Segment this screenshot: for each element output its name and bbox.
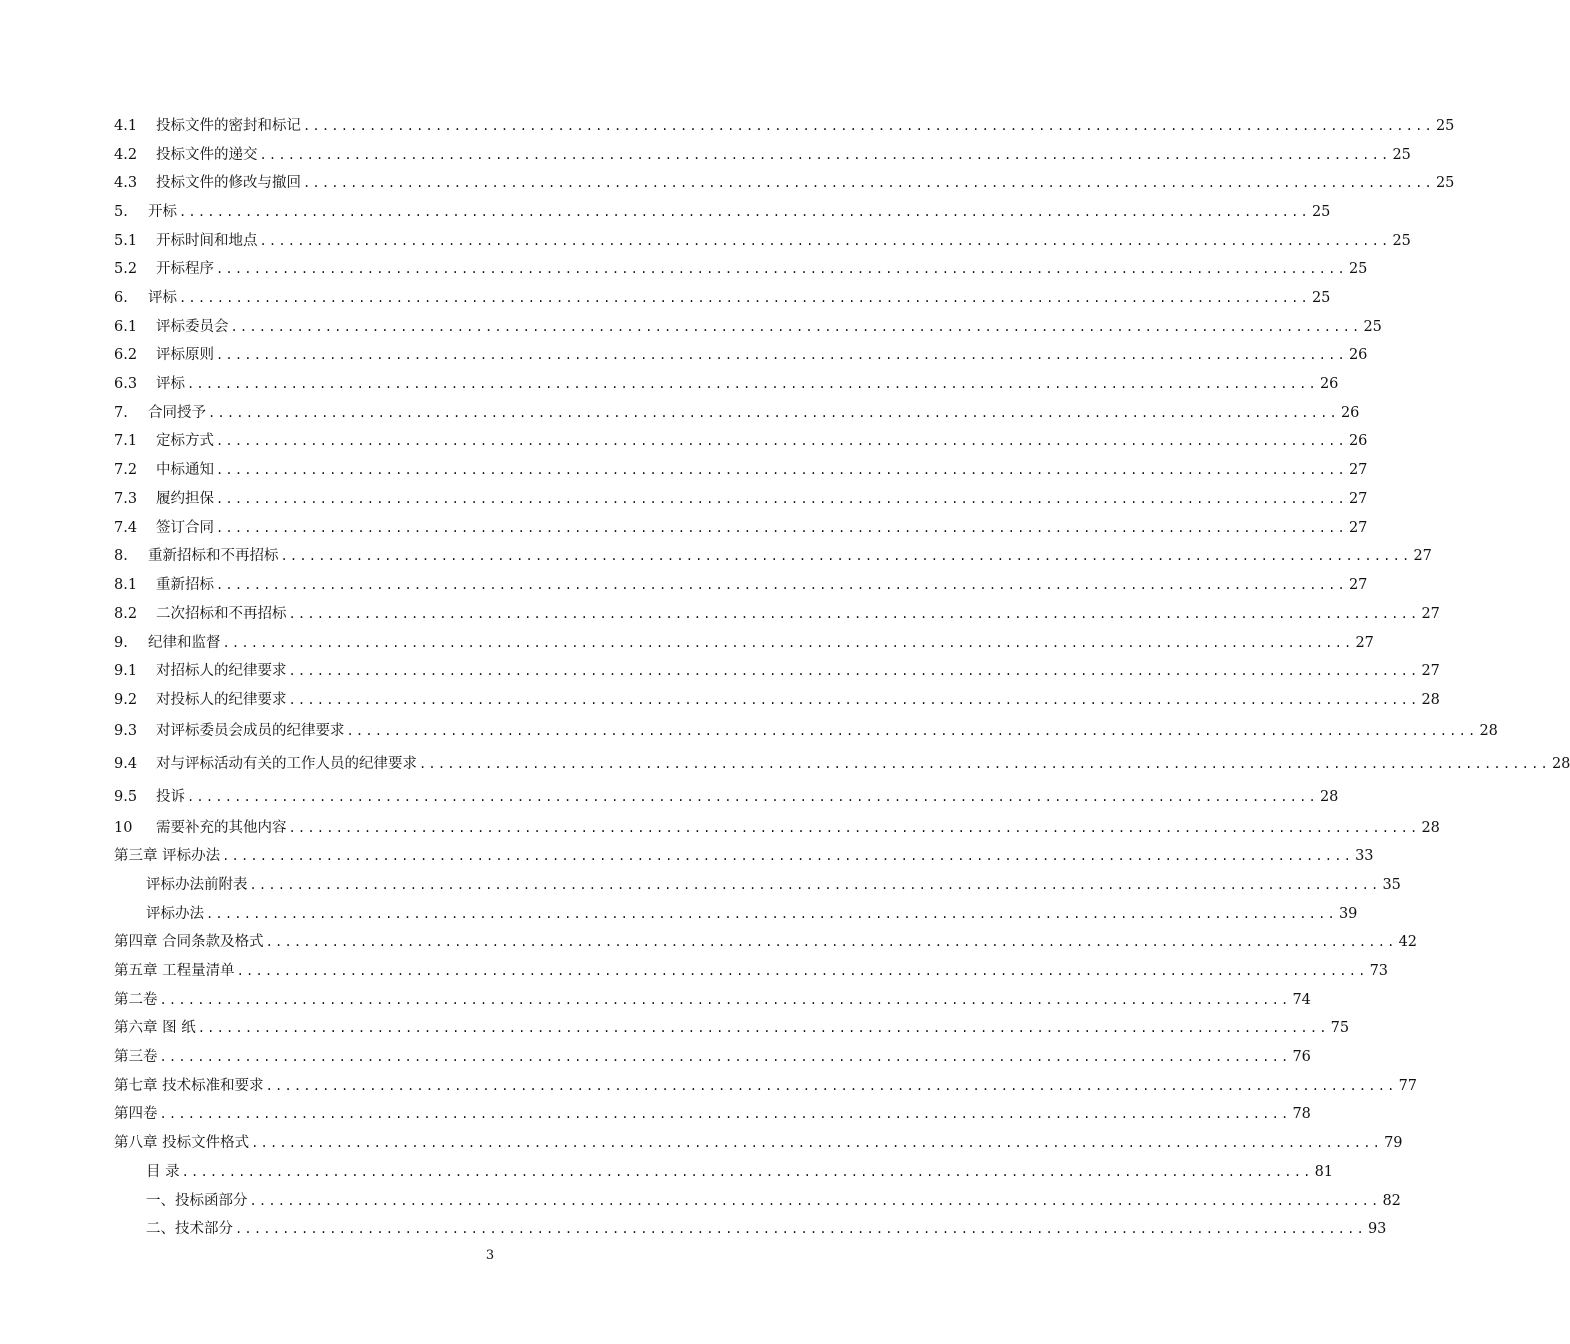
toc-entry-page: 27 <box>1348 577 1368 593</box>
toc-leader-dots: ........................................................................................................................ <box>216 578 1347 592</box>
toc-entry-number: 5. <box>114 204 128 220</box>
toc-entry-page: 25 <box>1435 118 1455 134</box>
toc-entry-title: 对招标人的纪律要求 <box>156 663 287 679</box>
toc-entry-title: 纪律和监督 <box>148 635 221 651</box>
toc-entry-page: 93 <box>1367 1221 1387 1237</box>
toc-leader-dots: ........................................................................................................................ <box>159 1050 1291 1064</box>
toc-entry-page: 27 <box>1421 606 1440 622</box>
toc-leader-dots: ........................................................................................................................ <box>216 262 1347 276</box>
toc-entry-page: 25 <box>1348 261 1368 277</box>
toc-entry-page: 78 <box>1292 1106 1311 1122</box>
toc-leader-dots: ........................................................................................................................ <box>265 1079 1397 1093</box>
toc-leader-dots: ........................................................................................................................ <box>216 492 1347 506</box>
toc-entry-page: 73 <box>1369 963 1389 979</box>
toc-entry-page: 39 <box>1338 906 1358 922</box>
toc-leader-dots: ........................................................................................................................ <box>249 878 1381 892</box>
toc-entry-number: 7.3 <box>114 491 138 507</box>
toc-leader-dots: ........................................................................................................................ <box>187 790 1318 804</box>
toc-leader-dots: ........................................................................................................................ <box>236 964 1368 978</box>
toc-entry-number: 5.2 <box>114 261 138 277</box>
toc-entry <box>114 961 1389 981</box>
toc-entry-page: 27 <box>1348 520 1368 536</box>
toc-entry-number: 4.2 <box>114 147 138 163</box>
page-number: 3 <box>485 1248 495 1263</box>
toc-leader-dots: ........................................................................................................................ <box>179 205 1310 219</box>
toc-leader-dots: ........................................................................................................................ <box>222 636 1354 650</box>
toc-entry-number: 7.4 <box>114 520 138 536</box>
toc-leader-dots: ........................................................................................................................ <box>230 320 1362 334</box>
toc-entry-title: 投标文件的修改与撤回 <box>156 175 301 191</box>
toc-entry-page: 74 <box>1292 992 1311 1008</box>
toc-entry-page: 82 <box>1382 1193 1401 1209</box>
toc-entry-page: 27 <box>1355 635 1374 651</box>
toc-entry-title: 对投标人的纪律要求 <box>156 692 287 708</box>
toc-leader-dots: ........................................................................................................................ <box>216 348 1347 362</box>
toc-entry-page: 27 <box>1413 548 1432 564</box>
toc-entry <box>114 690 1440 710</box>
toc-entry-page: 25 <box>1392 147 1411 163</box>
toc-entry-page: 26 <box>1348 347 1368 363</box>
toc-entry <box>114 846 1374 866</box>
toc-entry-page: 28 <box>1319 789 1339 805</box>
toc-entry-title: 合同授予 <box>148 405 206 421</box>
toc-entry <box>114 932 1418 952</box>
toc-leader-dots: ........................................................................................................................ <box>288 607 1420 621</box>
toc-entry <box>114 259 1368 279</box>
toc-entry-number: 6.1 <box>114 319 138 335</box>
toc-entry-page: 25 <box>1311 204 1331 220</box>
toc-entry <box>114 990 1311 1010</box>
toc-entry-number: 9.5 <box>114 789 138 805</box>
toc-entry-title: 中标通知 <box>156 462 214 478</box>
toc-entry <box>114 145 1411 165</box>
toc-leader-dots: ........................................................................................................................ <box>216 463 1347 477</box>
toc-leader-dots: ........................................................................................................................ <box>187 377 1318 391</box>
toc-leader-dots: ........................................................................................................................ <box>259 148 1391 162</box>
toc-leader-dots: ........................................................................................................................ <box>181 1165 1313 1179</box>
toc-leader-dots: ........................................................................................................................ <box>206 907 1337 921</box>
toc-leader-dots: ........................................................................................................................ <box>222 849 1354 863</box>
toc-entry-page: 28 <box>1421 820 1440 836</box>
toc-leader-dots: ........................................................................................................................ <box>159 1107 1291 1121</box>
toc-leader-dots: ........................................................................................................................ <box>303 119 1434 133</box>
toc-entry-number: 8. <box>114 548 128 564</box>
toc-entry-number: 4.1 <box>114 118 138 134</box>
toc-entry-title: 第三章 评标办法 <box>114 848 221 864</box>
toc-entry-title: 评标办法前附表 <box>146 877 248 893</box>
toc-entry-title: 评标 <box>156 376 185 392</box>
toc-leader-dots: ........................................................................................................................ <box>197 1021 1329 1035</box>
toc-entry-title: 第五章 工程量清单 <box>114 963 235 979</box>
toc-entry-number: 4.3 <box>114 175 138 191</box>
toc-entry-title: 投诉 <box>156 789 185 805</box>
toc-entry-number: 9.4 <box>114 756 138 772</box>
toc-entry <box>114 1104 1311 1124</box>
toc-entry <box>146 1191 1401 1211</box>
toc-leader-dots: ........................................................................................................................ <box>235 1222 1366 1236</box>
toc-entry-number: 6.3 <box>114 376 138 392</box>
toc-entry <box>114 518 1368 538</box>
toc-entry <box>146 904 1358 924</box>
toc-entry <box>114 374 1339 394</box>
toc-entry-page: 81 <box>1314 1164 1334 1180</box>
toc-entry-title: 第七章 技术标准和要求 <box>114 1078 264 1094</box>
toc-entry-title: 第六章 图 纸 <box>114 1020 196 1036</box>
toc-entry-number: 7. <box>114 405 128 421</box>
toc-entry-title: 第二卷 <box>114 992 158 1008</box>
toc-entry <box>114 604 1440 624</box>
toc-entry-title: 对与评标活动有关的工作人员的纪律要求 <box>156 756 417 772</box>
toc-entry-page: 79 <box>1384 1135 1403 1151</box>
toc-entry <box>114 202 1331 222</box>
toc-entry <box>114 431 1368 451</box>
toc-entry-page: 35 <box>1382 877 1401 893</box>
toc-entry <box>114 1133 1403 1153</box>
toc-entry-title: 目 录 <box>146 1164 180 1180</box>
toc-entry <box>114 1076 1418 1096</box>
toc-leader-dots: ........................................................................................................................ <box>265 935 1397 949</box>
toc-entry-title: 第三卷 <box>114 1049 158 1065</box>
toc-entry <box>114 818 1440 838</box>
toc-leader-dots: ........................................................................................................................ <box>280 549 1412 563</box>
toc-entry-title: 履约担保 <box>156 491 214 507</box>
toc-entry-number: 8.2 <box>114 606 138 622</box>
toc-entry-number: 9.1 <box>114 663 138 679</box>
toc-entry <box>114 173 1455 193</box>
toc-entry-title: 对评标委员会成员的纪律要求 <box>156 723 345 739</box>
toc-entry-page: 75 <box>1330 1020 1350 1036</box>
toc-entry-title: 投标文件的递交 <box>156 147 258 163</box>
toc-entry-title: 重新招标 <box>156 577 214 593</box>
toc-entry <box>114 1018 1350 1038</box>
toc-entry-title: 评标原则 <box>156 347 214 363</box>
toc-leader-dots: ........................................................................................................................ <box>179 291 1310 305</box>
toc-entry-page: 77 <box>1398 1078 1418 1094</box>
toc-entry <box>146 875 1401 895</box>
toc-entry-title: 需要补充的其他内容 <box>156 820 287 836</box>
toc-entry <box>114 575 1368 595</box>
toc-entry <box>114 721 1498 741</box>
toc-leader-dots: ........................................................................................................................ <box>216 434 1347 448</box>
toc-entry-title: 签订合同 <box>156 520 214 536</box>
toc-entry-title: 第四卷 <box>114 1106 158 1122</box>
toc-entry-number: 6.2 <box>114 347 138 363</box>
toc-leader-dots: ........................................................................................................................ <box>288 821 1420 835</box>
toc-entry <box>114 345 1368 365</box>
toc-entry <box>114 489 1368 509</box>
toc-entry-page: 26 <box>1340 405 1360 421</box>
toc-entry-title: 投标文件的密封和标记 <box>156 118 301 134</box>
toc-entry-number: 8.1 <box>114 577 138 593</box>
toc-entry-title: 开标 <box>148 204 177 220</box>
toc-leader-dots: ........................................................................................................................ <box>249 1194 1381 1208</box>
toc-entry-page: 28 <box>1421 692 1440 708</box>
toc-leader-dots: ........................................................................................................................ <box>419 757 1550 771</box>
toc-leader-dots: ........................................................................................................................ <box>159 993 1291 1007</box>
toc-entry <box>114 116 1455 136</box>
toc-entry-page: 28 <box>1479 723 1498 739</box>
toc-entry <box>114 546 1432 566</box>
toc-entry-page: 25 <box>1363 319 1382 335</box>
toc-entry <box>146 1219 1387 1239</box>
toc-leader-dots: ........................................................................................................................ <box>288 664 1420 678</box>
toc-entry-title: 评标委员会 <box>156 319 229 335</box>
toc-entry-page: 33 <box>1355 848 1374 864</box>
toc-entry-page: 42 <box>1398 934 1418 950</box>
toc-entry <box>114 288 1331 308</box>
toc-leader-dots: ........................................................................................................................ <box>303 176 1434 190</box>
toc-entry-title: 第四章 合同条款及格式 <box>114 934 264 950</box>
toc-leader-dots: ........................................................................................................................ <box>346 724 1478 738</box>
toc-leader-dots: ........................................................................................................................ <box>259 234 1391 248</box>
toc-entry-page: 27 <box>1348 462 1368 478</box>
toc-entry-title: 二、技术部分 <box>146 1221 233 1237</box>
toc-entry <box>114 661 1440 681</box>
toc-entry-title: 二次招标和不再招标 <box>156 606 287 622</box>
toc-entry-number: 7.1 <box>114 433 138 449</box>
toc-entry-number: 9. <box>114 635 128 651</box>
toc-entry-title: 第八章 投标文件格式 <box>114 1135 250 1151</box>
toc-entry <box>114 787 1339 807</box>
toc-entry-page: 25 <box>1311 290 1331 306</box>
toc-entry-page: 25 <box>1392 233 1411 249</box>
toc-entry-page: 26 <box>1319 376 1339 392</box>
toc-entry-number: 6. <box>114 290 128 306</box>
toc-entry <box>146 1162 1334 1182</box>
toc-entry <box>114 231 1411 251</box>
toc-entry <box>114 633 1374 653</box>
toc-entry-title: 定标方式 <box>156 433 214 449</box>
toc-entry-page: 25 <box>1435 175 1455 191</box>
toc-entry-title: 评标办法 <box>146 906 204 922</box>
toc-entry-number: 10 <box>114 820 133 836</box>
toc-entry <box>114 317 1382 337</box>
toc-entry-number: 7.2 <box>114 462 138 478</box>
toc-entry-page: 28 <box>1551 756 1570 772</box>
toc-entry <box>114 754 1570 774</box>
toc-entry <box>114 460 1368 480</box>
toc-entry-page: 26 <box>1348 433 1368 449</box>
toc-entry-title: 一、投标函部分 <box>146 1193 248 1209</box>
toc-entry-number: 5.1 <box>114 233 138 249</box>
toc-entry <box>114 1047 1311 1067</box>
toc-leader-dots: ........................................................................................................................ <box>251 1136 1383 1150</box>
toc-entry-page: 27 <box>1348 491 1368 507</box>
toc-entry-title: 开标时间和地点 <box>156 233 258 249</box>
toc-entry-number: 9.2 <box>114 692 138 708</box>
toc-entry-page: 76 <box>1292 1049 1311 1065</box>
toc-entry-title: 重新招标和不再招标 <box>148 548 279 564</box>
toc-entry-title: 开标程序 <box>156 261 214 277</box>
toc-entry-number: 9.3 <box>114 723 138 739</box>
toc-leader-dots: ........................................................................................................................ <box>208 406 1339 420</box>
toc-entry <box>114 403 1360 423</box>
toc-entry-title: 评标 <box>148 290 177 306</box>
toc-entry-page: 27 <box>1421 663 1440 679</box>
toc-leader-dots: ........................................................................................................................ <box>288 693 1420 707</box>
toc-leader-dots: ........................................................................................................................ <box>216 521 1347 535</box>
